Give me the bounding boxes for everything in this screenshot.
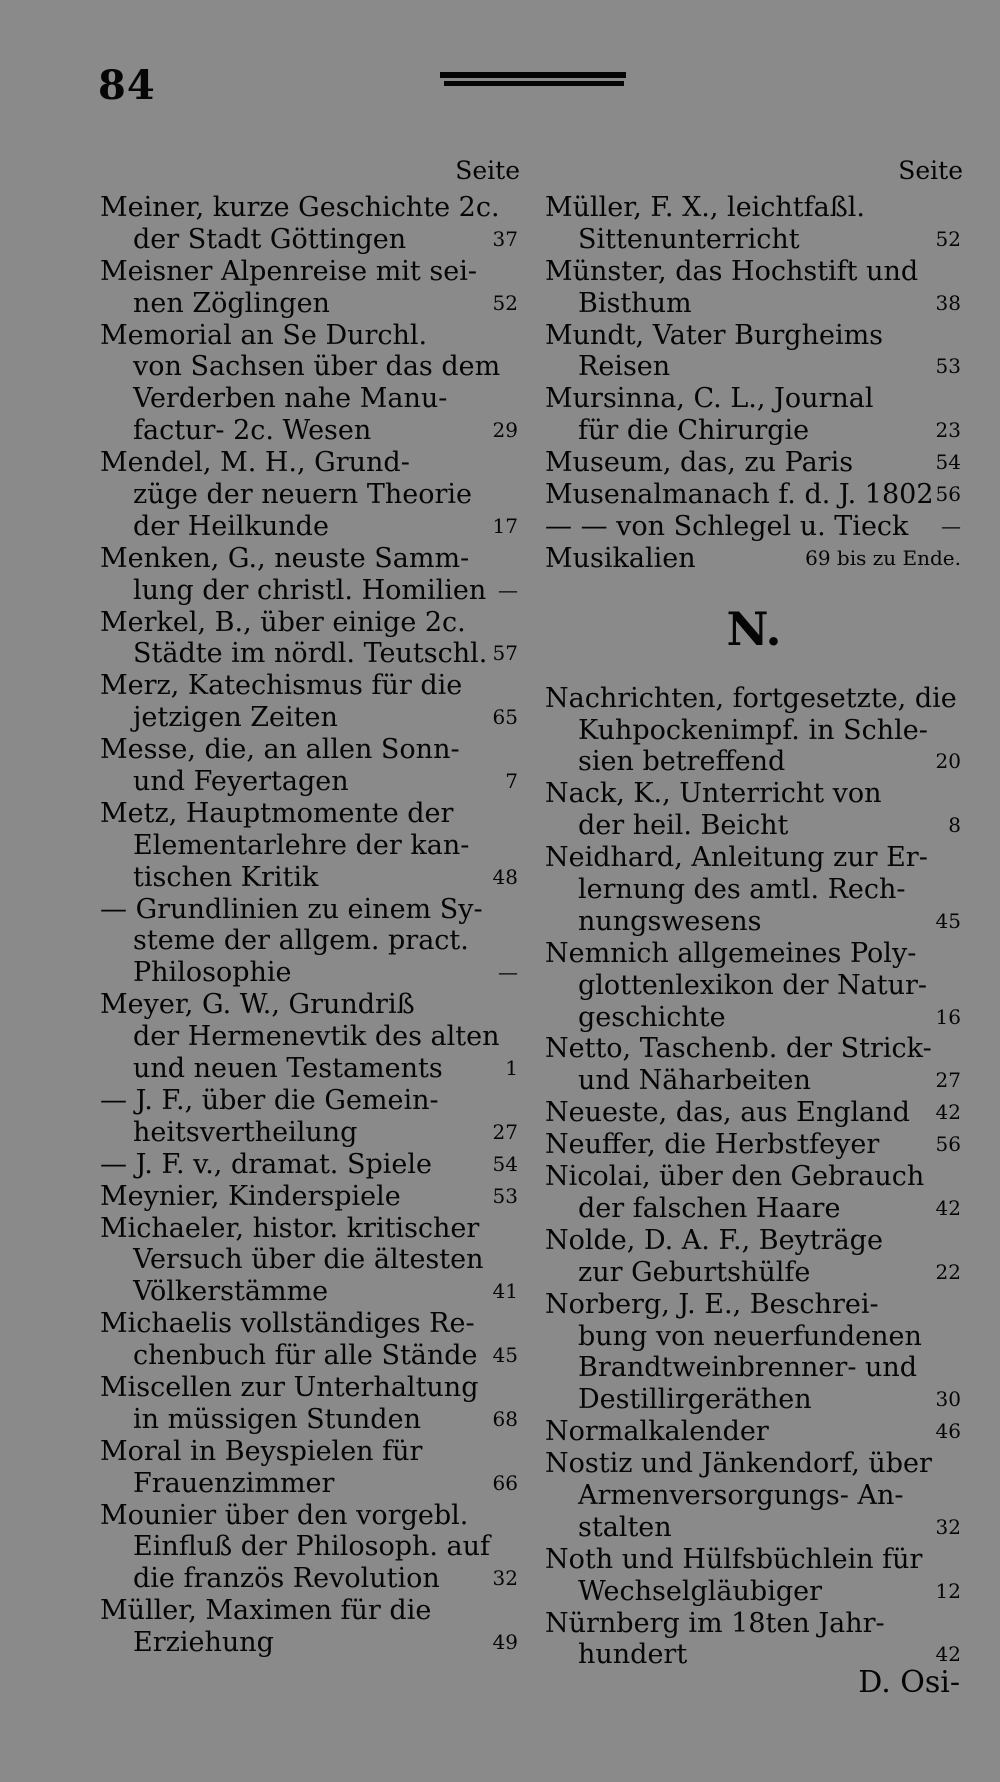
page-reference: 68 <box>492 1406 518 1431</box>
index-entry-line <box>100 1244 520 1276</box>
index-entry-line <box>545 256 963 288</box>
page-reference: 32 <box>935 1514 961 1539</box>
entry-text: sien betreffend <box>578 746 786 778</box>
index-entry-line <box>100 1627 520 1659</box>
page-reference: 22 <box>935 1259 961 1284</box>
index-entry-line <box>100 192 520 224</box>
entry-text: Völkerstämme <box>133 1276 329 1308</box>
entry-text: für die Chirurgie <box>578 415 810 447</box>
index-entry <box>545 1608 963 1672</box>
page-reference: 29 <box>492 418 518 443</box>
index-entry-line <box>100 862 520 894</box>
index-entry-line <box>100 894 520 926</box>
index-entry-line <box>100 1372 520 1404</box>
entry-text: nen Zöglingen <box>133 287 330 319</box>
index-entry <box>545 1129 963 1161</box>
index-entry <box>100 1595 520 1659</box>
page-reference: 7 <box>505 769 518 794</box>
index-entry-line <box>545 810 963 842</box>
index-entry-line <box>545 1480 963 1512</box>
index-entry-line <box>545 1544 963 1576</box>
page-reference: 41 <box>492 1279 518 1304</box>
index-entry-line <box>545 1576 963 1608</box>
index-entry <box>545 256 963 320</box>
index-entry <box>545 683 963 779</box>
page-reference: 42 <box>935 1642 961 1667</box>
page-reference: 1 <box>505 1056 518 1081</box>
entry-text: Verderben nahe Manu- <box>133 383 448 415</box>
index-entry <box>545 383 963 447</box>
entry-text: stalten <box>578 1511 672 1543</box>
index-entry-line <box>545 1097 963 1129</box>
page-reference: 65 <box>492 705 518 730</box>
entry-text: Meynier, Kinderspiele <box>100 1180 401 1212</box>
index-entry-line <box>100 415 520 447</box>
entry-text: Netto, Taschenb. der Strick- <box>545 1033 932 1065</box>
page-number: 84 <box>98 62 156 109</box>
index-entry-line <box>100 1276 520 1308</box>
page-reference: 66 <box>492 1470 518 1495</box>
entry-text: Nolde, D. A. F., Beyträge <box>545 1224 883 1256</box>
index-entry <box>545 192 963 256</box>
entry-text: Münster, das Hochstift und <box>545 255 919 287</box>
entry-text: Memorial an Se Durchl. <box>100 319 428 351</box>
entry-text: Mursinna, C. L., Journal <box>545 383 874 415</box>
entry-text: von Sachsen über das dem <box>133 351 501 383</box>
page-reference: 17 <box>492 513 518 538</box>
index-entry-line <box>545 1289 963 1321</box>
index-entry-line <box>100 1213 520 1245</box>
index-entry <box>545 938 963 1034</box>
column-header-seite: Seite <box>898 156 963 185</box>
page-reference: 45 <box>492 1343 518 1368</box>
entry-text: Miscellen zur Unterhaltung <box>100 1371 479 1403</box>
index-entry-line <box>100 1149 520 1181</box>
index-entry <box>545 1161 963 1225</box>
entry-text: Musikalien <box>545 542 696 574</box>
page-reference: 48 <box>492 864 518 889</box>
index-entry-line <box>100 1404 520 1436</box>
entry-text: Meiner, kurze Geschichte 2c. <box>100 192 500 223</box>
index-entry <box>100 798 520 894</box>
index-entry-line <box>545 1416 963 1448</box>
index-entry-line <box>545 715 963 747</box>
entry-text: Nicolai, über den Gebrauch <box>545 1161 925 1193</box>
index-entry-line <box>545 1161 963 1193</box>
entry-text: Merkel, B., über einige 2c. <box>100 606 466 638</box>
index-entry <box>100 1085 520 1149</box>
entry-text: Einfluß der Philosoph. auf <box>133 1531 491 1563</box>
entry-text: hundert <box>578 1639 688 1671</box>
page-reference: 53 <box>492 1183 518 1208</box>
page-reference: 49 <box>492 1630 518 1655</box>
index-entry <box>100 670 520 734</box>
entry-text: der Stadt Göttingen <box>133 223 407 255</box>
entry-text: und Näharbeiten <box>578 1065 811 1097</box>
entry-text: Frauenzimmer <box>133 1467 335 1499</box>
index-entry-line <box>545 383 963 415</box>
entry-text: Mounier über den vorgebl. <box>100 1499 469 1531</box>
index-entry-line <box>100 702 520 734</box>
entry-text: Neuffer, die Herbstfeyer <box>545 1129 880 1161</box>
index-entry <box>545 479 963 511</box>
entry-text: Noth und Hülfsbüchlein für <box>545 1543 923 1575</box>
page-reference: 8 <box>948 813 961 838</box>
index-entry <box>100 192 520 256</box>
entry-text: Bisthum <box>578 287 692 319</box>
entry-text: Müller, Maximen für die <box>100 1595 432 1627</box>
index-entry-line <box>100 1181 520 1213</box>
entry-text: in müssigen Stunden <box>133 1403 421 1435</box>
index-entry-line <box>100 511 520 543</box>
entry-text: Normalkalender <box>545 1416 769 1448</box>
index-entry-line <box>100 256 520 288</box>
index-entry-line <box>545 351 963 383</box>
page-reference: 12 <box>935 1578 961 1603</box>
entry-text: Michaelis vollständiges Re- <box>100 1308 475 1340</box>
page-reference: 56 <box>935 482 961 507</box>
entry-text: Norberg, J. E., Beschrei- <box>545 1288 879 1320</box>
entry-text: Nack, K., Unterricht von <box>545 778 882 810</box>
entry-text: Versuch über die ältesten <box>133 1244 484 1276</box>
index-entry-line <box>100 670 520 702</box>
entry-text: — — von Schlegel u. Tieck <box>545 510 909 542</box>
index-entry-line <box>545 447 963 479</box>
entry-text: Armenversorgungs- An- <box>578 1479 904 1511</box>
index-entry <box>100 607 520 671</box>
index-entry <box>545 842 963 938</box>
index-entry-line <box>100 1021 520 1053</box>
index-entry-line <box>545 224 963 256</box>
index-entry <box>545 447 963 479</box>
index-entry <box>100 1181 520 1213</box>
index-entry-line <box>100 447 520 479</box>
index-entry <box>545 1225 963 1289</box>
header-rule-bar <box>444 81 624 86</box>
entry-text: factur- 2c. Wesen <box>133 415 372 447</box>
index-entry-line <box>100 288 520 320</box>
index-entry-line <box>545 683 963 715</box>
entry-text: Nostiz und Jänkendorf, über <box>545 1448 932 1480</box>
entry-text: Merz, Katechismus für die <box>100 670 463 702</box>
index-entry-line <box>545 1448 963 1480</box>
catchword: D. Osi- <box>858 1665 960 1700</box>
index-entry <box>100 1500 520 1596</box>
entry-text: — Grundlinien zu einem Sy- <box>100 893 483 925</box>
index-entry-line <box>100 766 520 798</box>
index-entry-line <box>545 1002 963 1034</box>
entry-text: Moral in Beyspielen für <box>100 1435 423 1467</box>
index-entry <box>100 447 520 543</box>
index-entry <box>545 1097 963 1129</box>
index-entry-line <box>545 543 963 575</box>
entry-text: steme der allgem. pract. <box>133 925 469 957</box>
index-entry <box>100 256 520 320</box>
index-entry-line <box>100 734 520 766</box>
index-entry <box>100 1372 520 1436</box>
index-entry-line <box>100 1340 520 1372</box>
page-reference: 37 <box>492 226 518 251</box>
entry-text: und Feyertagen <box>133 766 349 798</box>
page-reference: 20 <box>935 749 961 774</box>
page-reference: 56 <box>935 1132 961 1157</box>
index-entry-line <box>545 1129 963 1161</box>
index-entry-line <box>545 1257 963 1289</box>
header-rule-bar <box>440 72 626 78</box>
entry-text: — J. F., über die Gemein- <box>100 1084 439 1116</box>
entry-text: Müller, F. X., leichtfaßl. <box>545 192 866 223</box>
entry-text: der Hermenevtik des alten <box>133 1021 500 1053</box>
page-reference: 42 <box>935 1195 961 1220</box>
entry-text: Mendel, M. H., Grund- <box>100 447 410 479</box>
index-entry <box>545 778 963 842</box>
index-entry-line <box>545 842 963 874</box>
index-entry-line <box>100 925 520 957</box>
page-reference: 54 <box>492 1151 518 1176</box>
index-column-left <box>100 150 520 1659</box>
entry-text: lernung des amtl. Rech- <box>578 874 906 906</box>
entry-text: der heil. Beicht <box>578 810 789 842</box>
page-reference: 32 <box>492 1566 518 1591</box>
index-entry <box>545 543 963 575</box>
entry-text: Nürnberg im 18ten Jahr- <box>545 1607 885 1639</box>
page-reference: 16 <box>935 1004 961 1029</box>
entry-text: Erziehung <box>133 1627 274 1659</box>
entry-text: Museum, das, zu Paris <box>545 447 854 479</box>
index-entry-line <box>100 351 520 383</box>
page-reference: 30 <box>935 1387 961 1412</box>
entry-text: heitsvertheilung <box>133 1116 358 1148</box>
index-entry-line <box>100 607 520 639</box>
page-reference: 52 <box>935 226 961 251</box>
index-entry-line <box>100 575 520 607</box>
index-entry <box>100 1213 520 1309</box>
page-reference: — <box>498 577 518 602</box>
index-entry-line <box>100 1308 520 1340</box>
index-entry-line <box>545 1512 963 1544</box>
index-entry-line <box>545 1193 963 1225</box>
entry-text: Brandtweinbrenner- und <box>578 1352 918 1384</box>
entry-text: — J. F. v., dramat. Spiele <box>100 1148 432 1180</box>
entry-text: der Heilkunde <box>133 510 329 542</box>
entry-text: Metz, Hauptmomente der <box>100 797 454 829</box>
index-entry-line <box>545 874 963 906</box>
index-entry <box>100 1308 520 1372</box>
index-entry-line <box>100 1468 520 1500</box>
entry-text: Menken, G., neuste Samm- <box>100 542 470 574</box>
page-reference: 38 <box>935 290 961 315</box>
index-entry-line <box>545 1384 963 1416</box>
entry-text: Michaeler, histor. kritischer <box>100 1212 480 1244</box>
index-entry <box>545 1416 963 1448</box>
entry-text: Musenalmanach f. d. J. 1802 <box>545 479 934 511</box>
entry-text: Reisen <box>578 351 671 383</box>
page-reference: 57 <box>492 641 518 666</box>
entry-text: zur Geburtshülfe <box>578 1256 811 1288</box>
page-reference: 53 <box>935 354 961 379</box>
entry-text: Neueste, das, aus England <box>545 1097 910 1129</box>
index-entry <box>100 734 520 798</box>
entry-text: Meyer, G. W., Grundriß <box>100 989 415 1021</box>
index-entry-line <box>545 1352 963 1384</box>
index-entry <box>545 1033 963 1097</box>
index-entry-line <box>545 1608 963 1640</box>
index-entry-line <box>100 320 520 352</box>
page-reference: 45 <box>935 908 961 933</box>
index-entry-line <box>100 224 520 256</box>
entry-text: geschichte <box>578 1001 726 1033</box>
page-reference: 42 <box>935 1100 961 1125</box>
index-entry <box>100 989 520 1085</box>
entry-text: Nachrichten, fortgesetzte, die <box>545 682 957 714</box>
index-column-right <box>545 150 963 1671</box>
index-entry <box>100 894 520 990</box>
page-reference: 52 <box>492 290 518 315</box>
index-entry-line <box>545 288 963 320</box>
index-entry-line <box>100 1436 520 1468</box>
header-rule <box>440 70 626 90</box>
index-entry <box>545 1448 963 1544</box>
index-entry-line <box>100 1563 520 1595</box>
page-reference: 46 <box>935 1419 961 1444</box>
entry-text: lung der christl. Homilien <box>133 574 487 606</box>
entry-text: die französ Revolution <box>133 1563 440 1595</box>
index-entry <box>100 320 520 448</box>
letter-heading: N. <box>726 601 782 656</box>
entry-text: Sittenunterricht <box>578 223 800 255</box>
index-entry-line <box>545 192 963 224</box>
entry-text: Neidhard, Anleitung zur Er- <box>545 842 928 874</box>
index-entry-line <box>545 479 963 511</box>
index-entry-line <box>545 970 963 1002</box>
entry-text: Kuhpockenimpf. in Schle- <box>578 714 928 746</box>
index-entry <box>545 1544 963 1608</box>
entry-text: Mundt, Vater Burgheims <box>545 319 884 351</box>
index-entry-line <box>100 957 520 989</box>
entry-text: und neuen Testaments <box>133 1053 443 1085</box>
index-entry-line <box>100 1500 520 1532</box>
index-entry-line <box>545 415 963 447</box>
entry-text: Wechselgläubiger <box>578 1575 823 1607</box>
entry-text: züge der neuern Theorie <box>133 479 472 511</box>
index-entry-line <box>100 1595 520 1627</box>
index-entry-line <box>545 1033 963 1065</box>
entry-text: nungswesens <box>578 905 762 937</box>
column-header-seite: Seite <box>455 156 520 185</box>
entry-text: Philosophie <box>133 957 292 989</box>
page-reference: — <box>498 960 518 985</box>
entry-text: glottenlexikon der Natur- <box>578 969 928 1001</box>
index-entry-line <box>545 938 963 970</box>
entry-text: Meisner Alpenreise mit sei- <box>100 255 477 287</box>
index-entry-line <box>100 830 520 862</box>
index-entry <box>100 1436 520 1500</box>
page-reference: 69 bis zu Ende. <box>805 545 961 570</box>
entry-text: Messe, die, an allen Sonn- <box>100 734 460 766</box>
index-entry-line <box>545 1321 963 1353</box>
index-entry-line <box>100 383 520 415</box>
index-entry-line <box>100 798 520 830</box>
index-entry-line <box>545 1065 963 1097</box>
index-entry <box>545 511 963 543</box>
index-entry-line <box>545 778 963 810</box>
index-entry-line <box>545 906 963 938</box>
index-entry-line <box>100 1085 520 1117</box>
entry-text: Nemnich allgemeines Poly- <box>545 937 917 969</box>
index-entry-line <box>100 989 520 1021</box>
index-entry-line <box>545 746 963 778</box>
page-reference: 27 <box>935 1068 961 1093</box>
index-entry-line <box>100 543 520 575</box>
index-entry-line <box>100 1053 520 1085</box>
index-entry-line <box>545 320 963 352</box>
index-entry <box>100 1149 520 1181</box>
page-reference: 27 <box>492 1119 518 1144</box>
entry-text: Elementarlehre der kan- <box>133 829 470 861</box>
index-entry <box>545 320 963 384</box>
index-entry-line <box>545 1225 963 1257</box>
entry-text: bung von neuerfundenen <box>578 1320 922 1352</box>
index-entry-line <box>100 1531 520 1563</box>
index-entry <box>100 543 520 607</box>
index-entry <box>545 1289 963 1417</box>
entry-text: Destillirgeräthen <box>578 1384 812 1416</box>
entry-text: Städte im nördl. Teutschl. <box>133 638 488 670</box>
entry-text: jetzigen Zeiten <box>133 702 338 734</box>
page-reference: 54 <box>935 450 961 475</box>
index-entry-line <box>100 1117 520 1149</box>
index-entry-line <box>100 638 520 670</box>
page-reference: — <box>941 513 961 538</box>
entry-text: chenbuch für alle Stände <box>133 1340 478 1372</box>
entry-text: tischen Kritik <box>133 861 319 893</box>
index-entry-line <box>545 511 963 543</box>
index-entry-line <box>100 479 520 511</box>
page-reference: 23 <box>935 418 961 443</box>
entry-text: der falschen Haare <box>578 1192 841 1224</box>
